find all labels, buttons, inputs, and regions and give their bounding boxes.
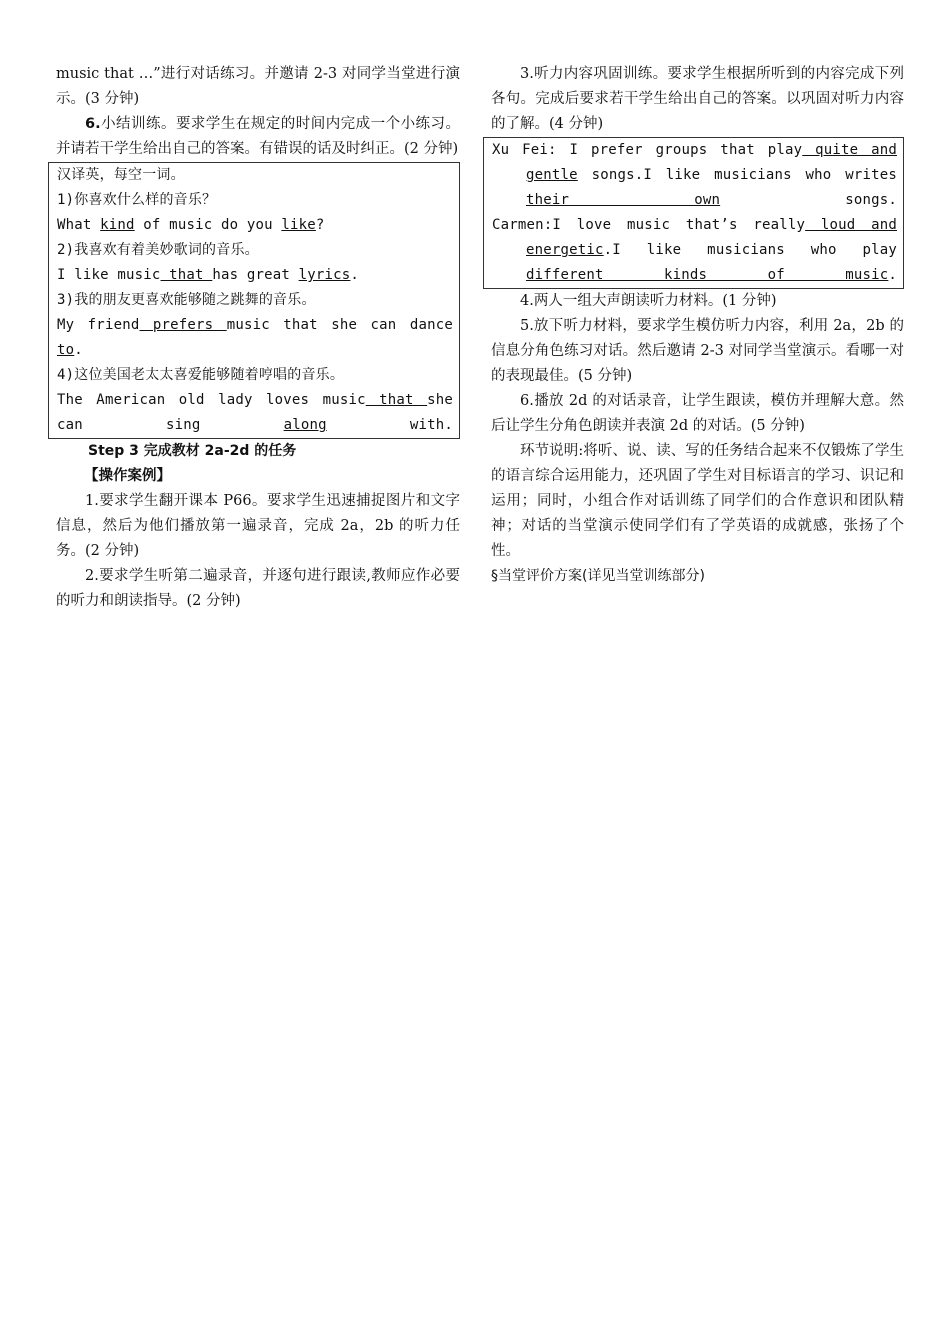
translation-exercise-box [48, 162, 460, 439]
text: . [888, 267, 897, 283]
text: with. [326, 417, 453, 433]
paragraph-role-play: 5.放下听力材料，要求学生模仿听力内容，利用 2a，2b 的信息分角色练习对话。然后邀请 2-3 对同学当堂演示。看哪一对的表现最佳。(5 分钟) [491, 318, 904, 384]
text: has great [212, 267, 299, 283]
question-1: 1)你喜欢什么样的音乐？ [57, 192, 217, 208]
answer-3 [57, 313, 453, 363]
text: songs. [720, 192, 897, 208]
paragraph-summary-training [56, 112, 460, 162]
blank-answer: to [57, 342, 75, 358]
paragraph-dialogue-practice: music that …”进行对话练习。并邀请 2-3 对同学当堂进行演示。(3 分钟) [56, 66, 460, 107]
answer-1 [57, 213, 453, 238]
text: songs.I like musicians who writes [577, 167, 897, 183]
blank-answer: like [281, 217, 316, 233]
text: ? [315, 217, 325, 233]
blank-answer: loud and energetic [526, 217, 897, 258]
text: I like music [57, 267, 161, 283]
evaluation-plan: §当堂评价方案(详见当堂训练部分) [491, 568, 705, 584]
step-3-heading: Step 3 完成教材 2a-2d 的任务 [88, 443, 297, 459]
blank-answer: that [365, 392, 428, 408]
text: .I like musicians who play [603, 242, 897, 258]
answer-4 [57, 388, 453, 438]
blank-answer: kind [100, 217, 135, 233]
paragraph-listening-consolidation: 3.听力内容巩固训练。要求学生根据所听到的内容完成下列各句。完成后要求若干学生给出自己的答案。以巩固对听力内容的了解。(4 分钟) [491, 66, 904, 132]
text: she can sing [57, 392, 453, 433]
carmen-line [492, 213, 897, 288]
text: of music do you [134, 217, 282, 233]
blank-answer: prefers [139, 317, 227, 333]
blank-answer: that [160, 267, 213, 283]
xu-fei-line [492, 138, 897, 213]
blank-answer: along [283, 417, 327, 433]
text: What [57, 217, 101, 233]
paragraph-section-note: 环节说明:将听、说、读、写的任务结合起来不仅锻炼了学生的语言综合运用能力，还巩固了学生对目标语言的学习、识记和运用；同时，小组合作对话训练了同学们的合作意识和团队精神；对话的当堂演示使同学们有了学英语的成就感，张扬了个性。 [491, 443, 904, 559]
exercise-title: 汉译英，每空一词。 [57, 167, 185, 183]
text: . [74, 342, 83, 358]
blank-answer: different kinds of music [526, 267, 889, 283]
question-3: 3)我的朋友更喜欢能够随之跳舞的音乐。 [57, 292, 316, 308]
text: music that she can dance [226, 317, 453, 333]
paragraph-text: 小结训练。要求学生在规定的时间内完成一个小练习。并请若干学生给出自己的答案。有错误的话及时纠正。(2 分钟) [56, 116, 460, 157]
question-4: 4)这位美国老太太喜爱能够随着哼唱的音乐。 [57, 367, 345, 383]
text: . [350, 267, 360, 283]
paragraph-step-1: 1.要求学生翻开课本 P66。要求学生迅速捕捉图片和文字信息，然后为他们播放第一遍录音，完成 2a，2b 的听力任务。(2 分钟) [56, 493, 460, 559]
text: The American old lady loves music [57, 392, 366, 408]
text: Xu Fei: I prefer groups that play [492, 142, 803, 158]
blank-answer: lyrics [298, 267, 351, 283]
left-column [56, 62, 460, 614]
case-heading: 【操作案例】 [84, 468, 171, 484]
item-number: 6. [85, 116, 101, 132]
listening-answer-box [483, 137, 904, 289]
blank-answer: quite and gentle [526, 142, 897, 183]
paragraph-read-aloud: 4.两人一组大声朗读听力材料。(1 分钟) [520, 293, 777, 309]
text: My friend [57, 317, 140, 333]
paragraph-2d-dialogue: 6.播放 2d 的对话录音，让学生跟读，模仿并理解大意。然后让学生分角色朗读并表演 2d 的对话。(5 分钟) [491, 393, 904, 434]
answer-2 [57, 263, 453, 288]
text: Carmen:I love music that’s really [492, 217, 806, 233]
paragraph-step-2: 2.要求学生听第二遍录音，并逐句进行跟读,教师应作必要的听力和朗读指导。(2 分钟) [56, 568, 460, 609]
blank-answer: their own [526, 192, 721, 208]
right-column [491, 62, 904, 589]
question-2: 2)我喜欢有着美妙歌词的音乐。 [57, 242, 259, 258]
